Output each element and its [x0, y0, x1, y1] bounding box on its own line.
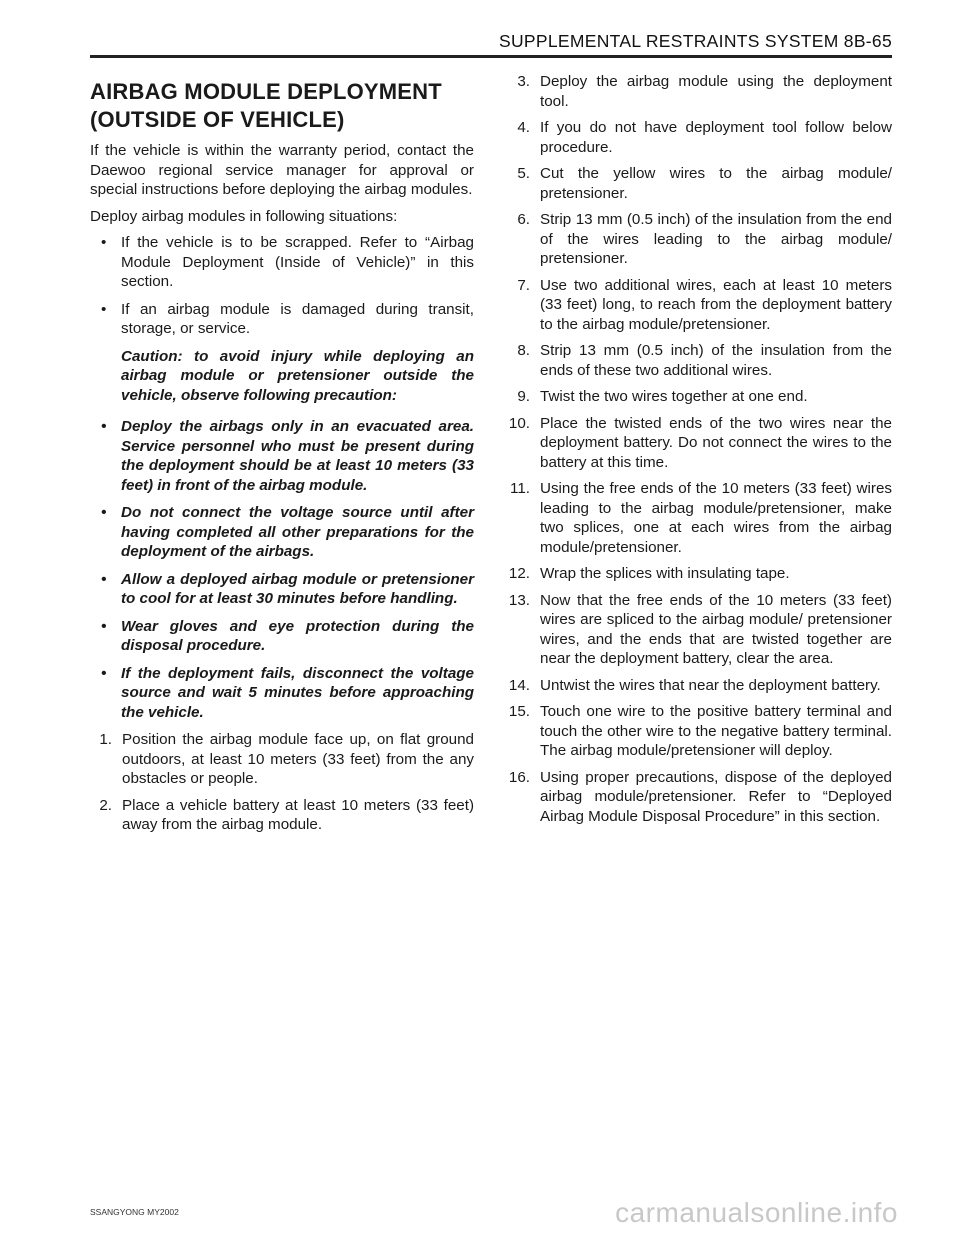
step-text: Now that the free ends of the 10 meters (33 feet) wires are spliced to the airbag module/ pretensioner wires, and the ends that are twisted together are near the deployment battery, clear the area. [540, 591, 892, 667]
warning-item [90, 617, 474, 656]
caution-note: Caution: to avoid injury while deploying an airbag module or pretensioner outside the vehicle, observe following precaution: [121, 347, 474, 404]
step-text: Place the twisted ends of the two wires near the deployment battery. Do not connect the wires to the battery at this time. [540, 414, 892, 471]
left-column [90, 72, 474, 842]
section-heading [90, 78, 474, 134]
step-text: Deploy the airbag module using the deployment tool. [540, 73, 892, 110]
step-number: 2. [99, 796, 112, 814]
situations-intro: Deploy airbag modules in following situations: [90, 207, 398, 225]
warning-item [90, 570, 474, 609]
intro-paragraph: If the vehicle is within the warranty period, contact the Daewoo regional service manager for approval or special instructions before deploying the airbag modules. [90, 142, 474, 198]
step-number: 15. [508, 703, 530, 720]
warning-item [90, 503, 474, 562]
step-text: Using proper precautions, dispose of the deployed airbag module/pretensioner. Refer to “Deployed Airbag Module Disposal Procedure” in this section. [540, 768, 892, 825]
bullet-icon: • [101, 570, 107, 588]
step-text: Place a vehicle battery at least 10 meters (33 feet) away from the airbag module. [122, 796, 474, 833]
procedure-step [500, 479, 892, 557]
warning-item [90, 417, 474, 495]
step-number: 8. [517, 342, 530, 359]
procedure-step [500, 118, 892, 157]
step-number: 9. [517, 388, 530, 405]
section-heading-line-1: AIRBAG MODULE DEPLOYMENT [90, 79, 442, 104]
step-text: Untwist the wires that near the deployment battery. [540, 676, 881, 694]
step-text: Position the airbag module face up, on flat ground outdoors, at least 10 meters (33 feet) from the any obstacles or people. [122, 731, 474, 787]
right-column [500, 72, 892, 833]
step-number: 6. [517, 211, 530, 228]
step-text: Twist the two wires together at one end. [540, 388, 808, 405]
procedure-step [500, 341, 892, 380]
bullet-icon: • [101, 664, 107, 682]
procedure-step [500, 414, 892, 473]
section-heading-line-2: (OUTSIDE OF VEHICLE) [90, 107, 345, 132]
procedure-step [500, 72, 892, 111]
step-text: Cut the yellow wires to the airbag module/ pretensioner. [540, 165, 892, 202]
step-number: 4. [517, 119, 530, 136]
step-text: Using the free ends of the 10 meters (33 feet) wires leading to the airbag module/pretensioner, make two splices, one at each wires from the airbag module/pretensioner. [540, 480, 892, 556]
procedure-step [500, 276, 892, 335]
warning-item [90, 664, 474, 723]
step-number: 11. [510, 480, 530, 497]
procedure-step [500, 676, 892, 696]
step-text: Strip 13 mm (0.5 inch) of the insulation from the ends of these two additional wires. [540, 342, 892, 379]
warning-text: Deploy the airbags only in an evacuated area. Service personnel who must be present during the deployment should be at least 10 meters (33 feet) in front of the airbag module. [121, 418, 474, 494]
procedure-step [90, 730, 474, 789]
step-number: 16. [508, 768, 530, 786]
bullet-icon: • [101, 617, 107, 635]
procedure-step [500, 164, 892, 203]
situation-text: If the vehicle is to be scrapped. Refer to “Airbag Module Deployment (Inside of Vehicle)” in this section. [121, 234, 474, 290]
step-number: 13. [508, 591, 530, 609]
procedure-step [500, 768, 892, 827]
warning-text: Do not connect the voltage source until after having completed all other preparations for the deployment of the airbags. [121, 504, 474, 560]
situation-item [90, 233, 474, 292]
step-number: 7. [517, 276, 530, 294]
bullet-icon: • [101, 418, 107, 435]
bullet-icon: • [101, 504, 107, 521]
step-text: Wrap the splices with insulating tape. [540, 565, 790, 582]
situation-text: If an airbag module is damaged during transit, storage, or service. [121, 300, 474, 337]
procedure-step [500, 591, 892, 669]
step-number: 10. [508, 414, 530, 432]
step-number: 3. [517, 73, 530, 90]
warning-text: If the deployment fails, disconnect the voltage source and wait 5 minutes before approaching the vehicle. [121, 664, 474, 721]
procedure-step [90, 796, 474, 835]
warning-text: Wear gloves and eye protection during the disposal procedure. [121, 617, 474, 654]
procedure-step [500, 387, 892, 407]
situation-item [90, 300, 474, 339]
header-rule [90, 55, 892, 58]
procedure-step [500, 210, 892, 269]
step-text: Use two additional wires, each at least 10 meters (33 feet) long, to reach from the deployment battery to the airbag module/pretensioner. [540, 276, 892, 333]
procedure-step [500, 702, 892, 761]
step-number: 12. [508, 565, 530, 582]
page-header-title: SUPPLEMENTAL RESTRAINTS SYSTEM 8B-65 [499, 31, 892, 51]
step-number: 1. [99, 731, 112, 748]
warning-text: Allow a deployed airbag module or pretensioner to cool for at least 30 minutes before handling. [121, 570, 474, 607]
procedure-step [500, 564, 892, 584]
step-text: Touch one wire to the positive battery terminal and touch the other wire to the negative battery terminal. The airbag module/pretensioner will deploy. [540, 703, 892, 759]
step-text: If you do not have deployment tool follow below procedure. [540, 119, 892, 156]
footer-brand: SSANGYONG MY2002 [90, 1207, 179, 1217]
bullet-icon: • [101, 234, 107, 251]
watermark: carmanualsonline.info [615, 1197, 898, 1228]
step-text: Strip 13 mm (0.5 inch) of the insulation from the end of the wires leading to the airbag module/ pretensioner. [540, 211, 892, 267]
step-number: 14. [508, 676, 530, 694]
bullet-icon: • [101, 300, 107, 318]
step-number: 5. [517, 165, 530, 182]
